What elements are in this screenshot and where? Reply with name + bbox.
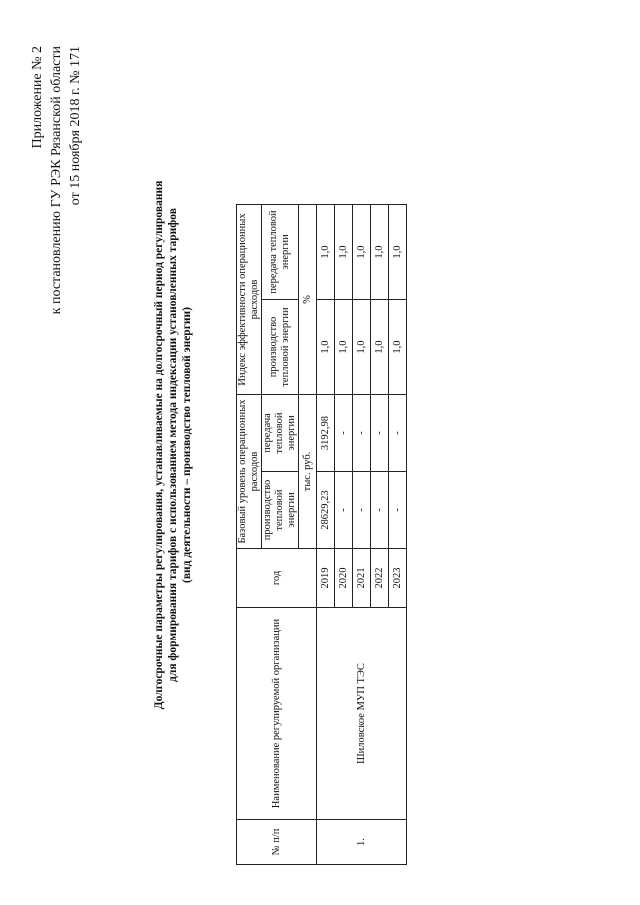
cell-year: 2020 <box>335 549 353 608</box>
cell-base-production: - <box>353 472 371 549</box>
cell-base-transmission: - <box>335 395 353 472</box>
cell-index-transmission: 1,0 <box>353 205 371 300</box>
resolution-reference: к постановлению ГУ РЭК Рязанской области <box>49 46 64 315</box>
header-base-production: производство тепловой энергии <box>262 472 299 549</box>
cell-index-production: 1,0 <box>389 300 407 395</box>
cell-index-production: 1,0 <box>371 300 389 395</box>
cell-base-production: - <box>371 472 389 549</box>
header-index-production: производство тепловой энергии <box>262 300 299 395</box>
header-index-transmission: передача тепловой энергии <box>262 205 299 300</box>
cell-base-production: - <box>335 472 353 549</box>
appendix-number: Приложение № 2 <box>30 46 45 149</box>
cell-index-production: 1,0 <box>353 300 371 395</box>
header-num: № п/п <box>237 820 317 865</box>
unit-percent: % <box>299 205 317 395</box>
cell-year: 2021 <box>353 549 371 608</box>
title-line-1: Долгосрочные параметры регулирования, устанавливаемые на долгосрочный период регулирования <box>153 180 165 710</box>
cell-base-transmission: - <box>353 395 371 472</box>
document-title <box>152 135 194 755</box>
header-base-level: Базовый уровень операционных расходов <box>237 395 262 549</box>
cell-index-transmission: 1,0 <box>371 205 389 300</box>
header-base-transmission: передача тепловой энергии <box>262 395 299 472</box>
approval-block <box>28 46 85 314</box>
cell-index-production: 1,0 <box>317 300 335 395</box>
cell-index-production: 1,0 <box>335 300 353 395</box>
unit-thousand-rub: тыс. руб. <box>299 395 317 549</box>
title-line-2: для формирования тарифов с использованием метода индексации установленных тарифов <box>167 208 179 682</box>
table-row <box>317 205 335 865</box>
cell-base-production: - <box>389 472 407 549</box>
title-line-3: (вид деятельности – производство тепловой энергии) <box>181 306 193 584</box>
header-efficiency-index: Индекс эффективности операционных расходов <box>237 205 262 395</box>
header-row <box>237 205 262 865</box>
cell-year: 2022 <box>371 549 389 608</box>
cell-index-transmission: 1,0 <box>335 205 353 300</box>
org-number: 1. <box>317 820 407 865</box>
cell-index-transmission: 1,0 <box>389 205 407 300</box>
cell-base-transmission: - <box>371 395 389 472</box>
cell-base-transmission: - <box>389 395 407 472</box>
parameters-table <box>236 204 407 865</box>
cell-index-transmission: 1,0 <box>317 205 335 300</box>
header-year: год <box>237 549 317 608</box>
header-org: Наименование регулируемой организации <box>237 608 317 820</box>
cell-base-production: 28629,23 <box>317 472 335 549</box>
cell-year: 2019 <box>317 549 335 608</box>
cell-base-transmission: 3192,98 <box>317 395 335 472</box>
org-name: Шиловское МУП ТЭС <box>317 608 407 820</box>
cell-year: 2023 <box>389 549 407 608</box>
resolution-date: от 15 ноября 2018 г. № 171 <box>68 46 83 206</box>
